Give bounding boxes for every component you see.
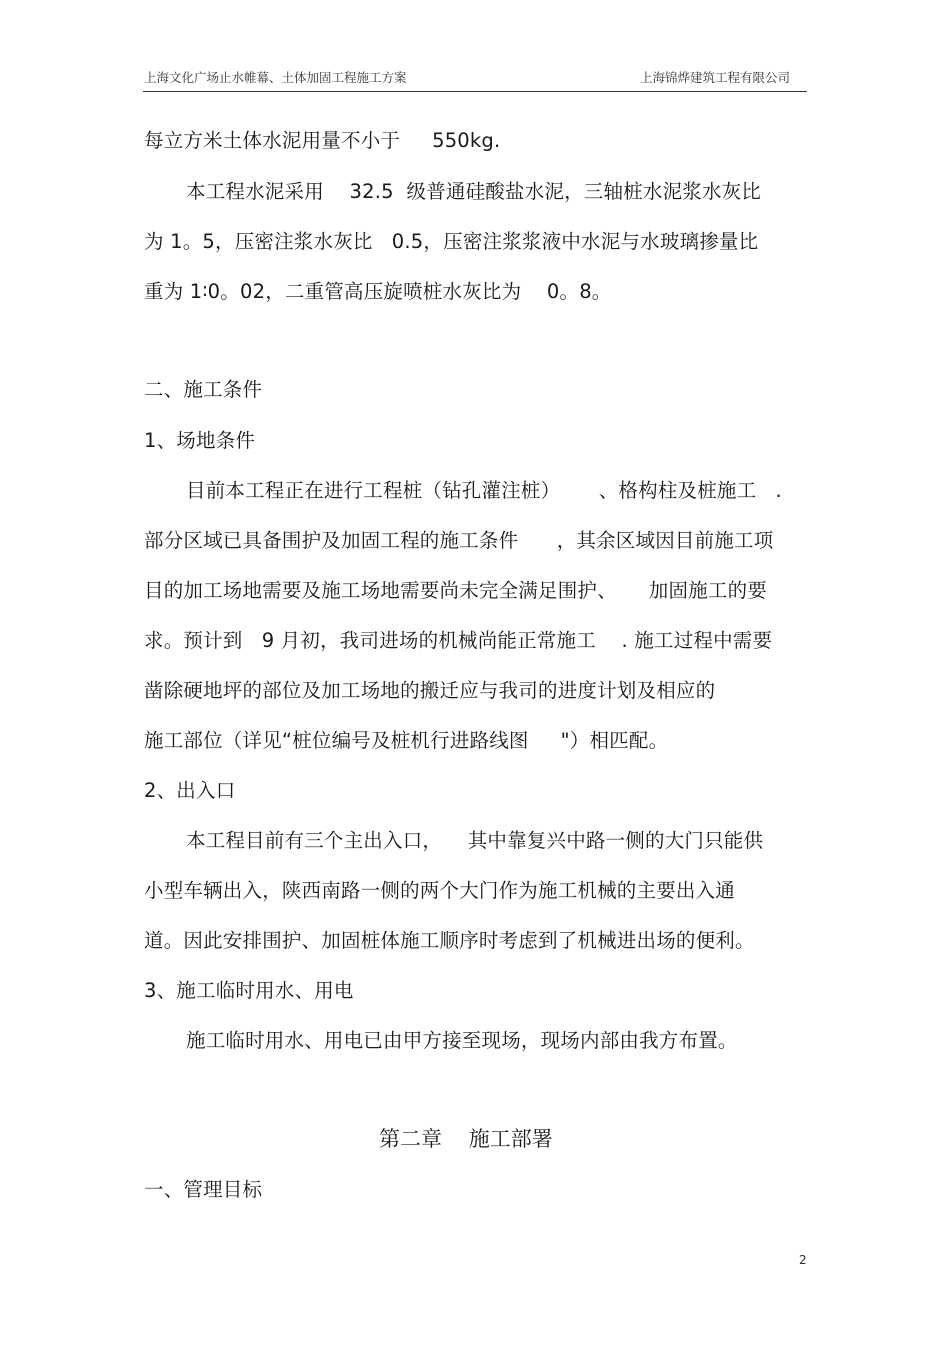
subsection-heading: 1、场地条件 [144,429,256,452]
paragraph-line: 目的加工场地需要及施工场地需要尚未完全满足围护、 加固施工的要 [144,579,767,602]
section-heading: 一、管理目标 [144,1178,263,1201]
subsection-heading: 2、出入口 [144,779,236,802]
paragraph-line: 施工部位（详见“桩位编号及桩机行进路线图 "）相匹配。 [144,729,669,752]
paragraph-line: 每立方米土体水泥用量不小于 550kg. [144,129,501,152]
paragraph-line: 目前本工程正在进行工程桩（钻孔灌注桩） 、格构柱及桩施工 . [186,479,782,502]
paragraph-line: 求。预计到 9 月初，我司进场的机械尚能正常施工 . 施工过程中需要 [144,629,773,652]
paragraph-line: 施工临时用水、用电已由甲方接至现场，现场内部由我方布置。 [186,1029,738,1052]
paragraph-line: 部分区域已具备围护及加固工程的施工条件 ，其余区域因目前施工项 [144,529,774,552]
paragraph-line: 本工程目前有三个主出入口， 其中靠复兴中路一侧的大门只能供 [186,829,764,852]
paragraph-line: 为 1。5，压密注浆水灰比 0.5，压密注浆浆液中水泥与水玻璃掺量比 [144,230,759,253]
paragraph-line: 道。因此安排围护、加固桩体施工顺序时考虑到了机械进出场的便利。 [144,929,755,952]
header-document-title: 上海文化广场止水帷幕、土体加固工程施工方案 [144,70,407,85]
paragraph-line: 本工程水泥采用 32.5 级普通硅酸盐水泥，三轴桩水泥浆水灰比 [186,180,762,203]
subsection-heading: 3、施工临时用水、用电 [144,979,354,1002]
paragraph-line: 小型车辆出入，陕西南路一侧的两个大门作为施工机械的主要出入通 [144,879,736,902]
paragraph-line: 重为 1∶0。02，二重管高压旋喷桩水灰比为 0。8。 [144,280,612,303]
page-number: 2 [799,1253,807,1267]
chapter-title: 第二章 施工部署 [379,1127,553,1151]
section-heading: 二、施工条件 [144,378,263,401]
paragraph-line: 凿除硬地坪的部位及加工场地的搬迁应与我司的进度计划及相应的 [144,679,716,702]
header-divider [143,91,807,92]
header-company-name: 上海锦烨建筑工程有限公司 [639,70,790,85]
